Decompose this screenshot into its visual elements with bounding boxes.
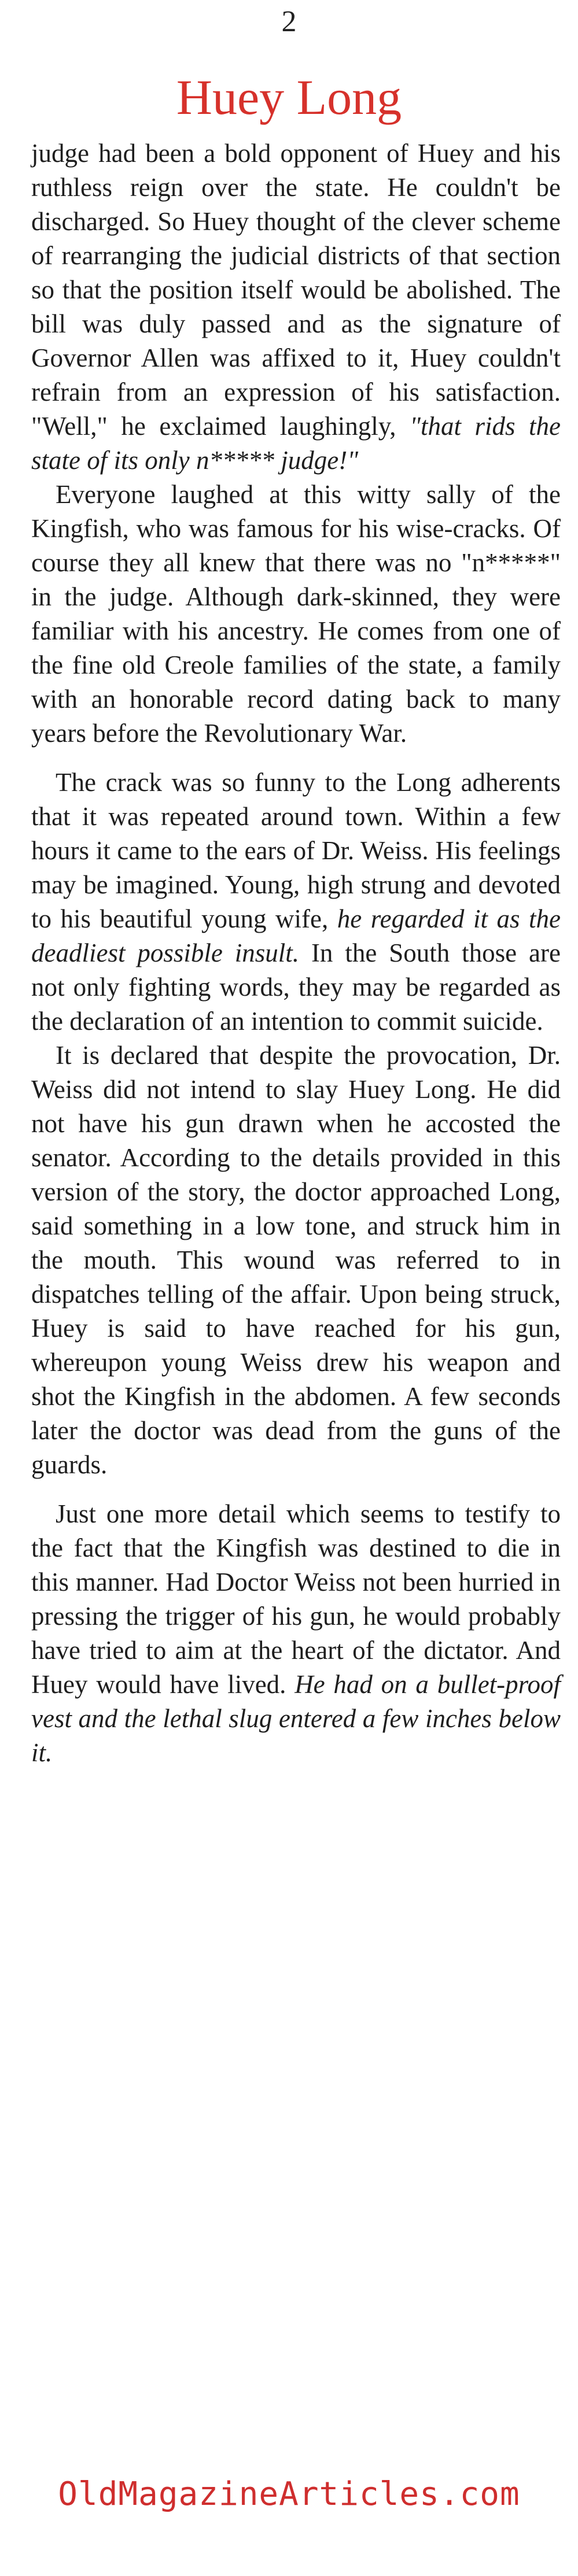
article-paragraph-5 [31, 1497, 561, 1770]
article-body [31, 136, 561, 1770]
paragraph-text: It is declared that despite the provocation, Dr. Weiss did not intend to slay Huey Long. He did not have his gun drawn when he accosted the senator. According to the details provided in this version of the story, the doctor approached Long, said something in a low tone, and struck him in the mouth. This wound was referred to in dispatches telling of the affair. Upon being struck, Huey is said to have reached for his gun, whereupon young Weiss drew his weapon and shot the Kingfish in the abdomen. A few seconds later the doctor was dead from the guns of the guards. [31, 1041, 561, 1479]
article-paragraph-1 [31, 136, 561, 478]
paragraph-quote-italic: "that rids the state of its only n***** judge!" [31, 412, 561, 475]
article-paragraph-3 [31, 766, 561, 1038]
paragraph-text: The crack was so funny to the Long adherents that it was repeated around town. Within a few hours it came to the ears of Dr. Weiss. His feelings may be imagined. Young, high strung and devoted to his beautiful young wife, [31, 768, 561, 933]
page-title: Huey Long [176, 69, 402, 125]
paragraph-text: Just one more detail which seems to testify to the fact that the Kingfish was destined to die in this manner. Had Doctor Weiss not been hurried in pressing the trigger of his gun, he would probably have tried to aim at the heart of the dictator. And Huey would have lived. [31, 1499, 561, 1699]
page-number: 2 [281, 5, 297, 38]
paragraph-text: In the South those are not only fighting words, they may be regarded as the declaration of an intention to commit suicide. [31, 938, 561, 1036]
paragraph-italic-phrase: he regarded it as the deadliest possible insult. [31, 904, 561, 967]
site-watermark: OldMagazineArticles.com [58, 2475, 520, 2513]
article-paragraph-2 [31, 478, 561, 751]
paragraph-text: Everyone laughed at this witty sally of the Kingfish, who was famous for his wise-cracks. Of course they all knew that there was no "n*****" in the judge. Although dark-skinned, they were familiar with his ancestry. He comes from one of the fine old Creole families of the state, a family with an honorable record dating back to many years before the Revolutionary War. [31, 480, 561, 748]
article-paragraph-4 [31, 1038, 561, 1482]
paragraph-text: judge had been a bold opponent of Huey and his ruthless reign over the state. He couldn't be discharged. So Huey thought of the clever scheme of rearranging the judicial districts of that section so that the position itself would be abolished. The bill was duly passed and as the signature of Governor Allen was affixed to it, Huey couldn't refrain from an expression of his satisfaction. "Well," he exclaimed laughingly, [31, 139, 561, 441]
paragraph-italic-closing: He had on a bullet-proof vest and the lethal slug entered a few inches below it. [31, 1670, 561, 1767]
